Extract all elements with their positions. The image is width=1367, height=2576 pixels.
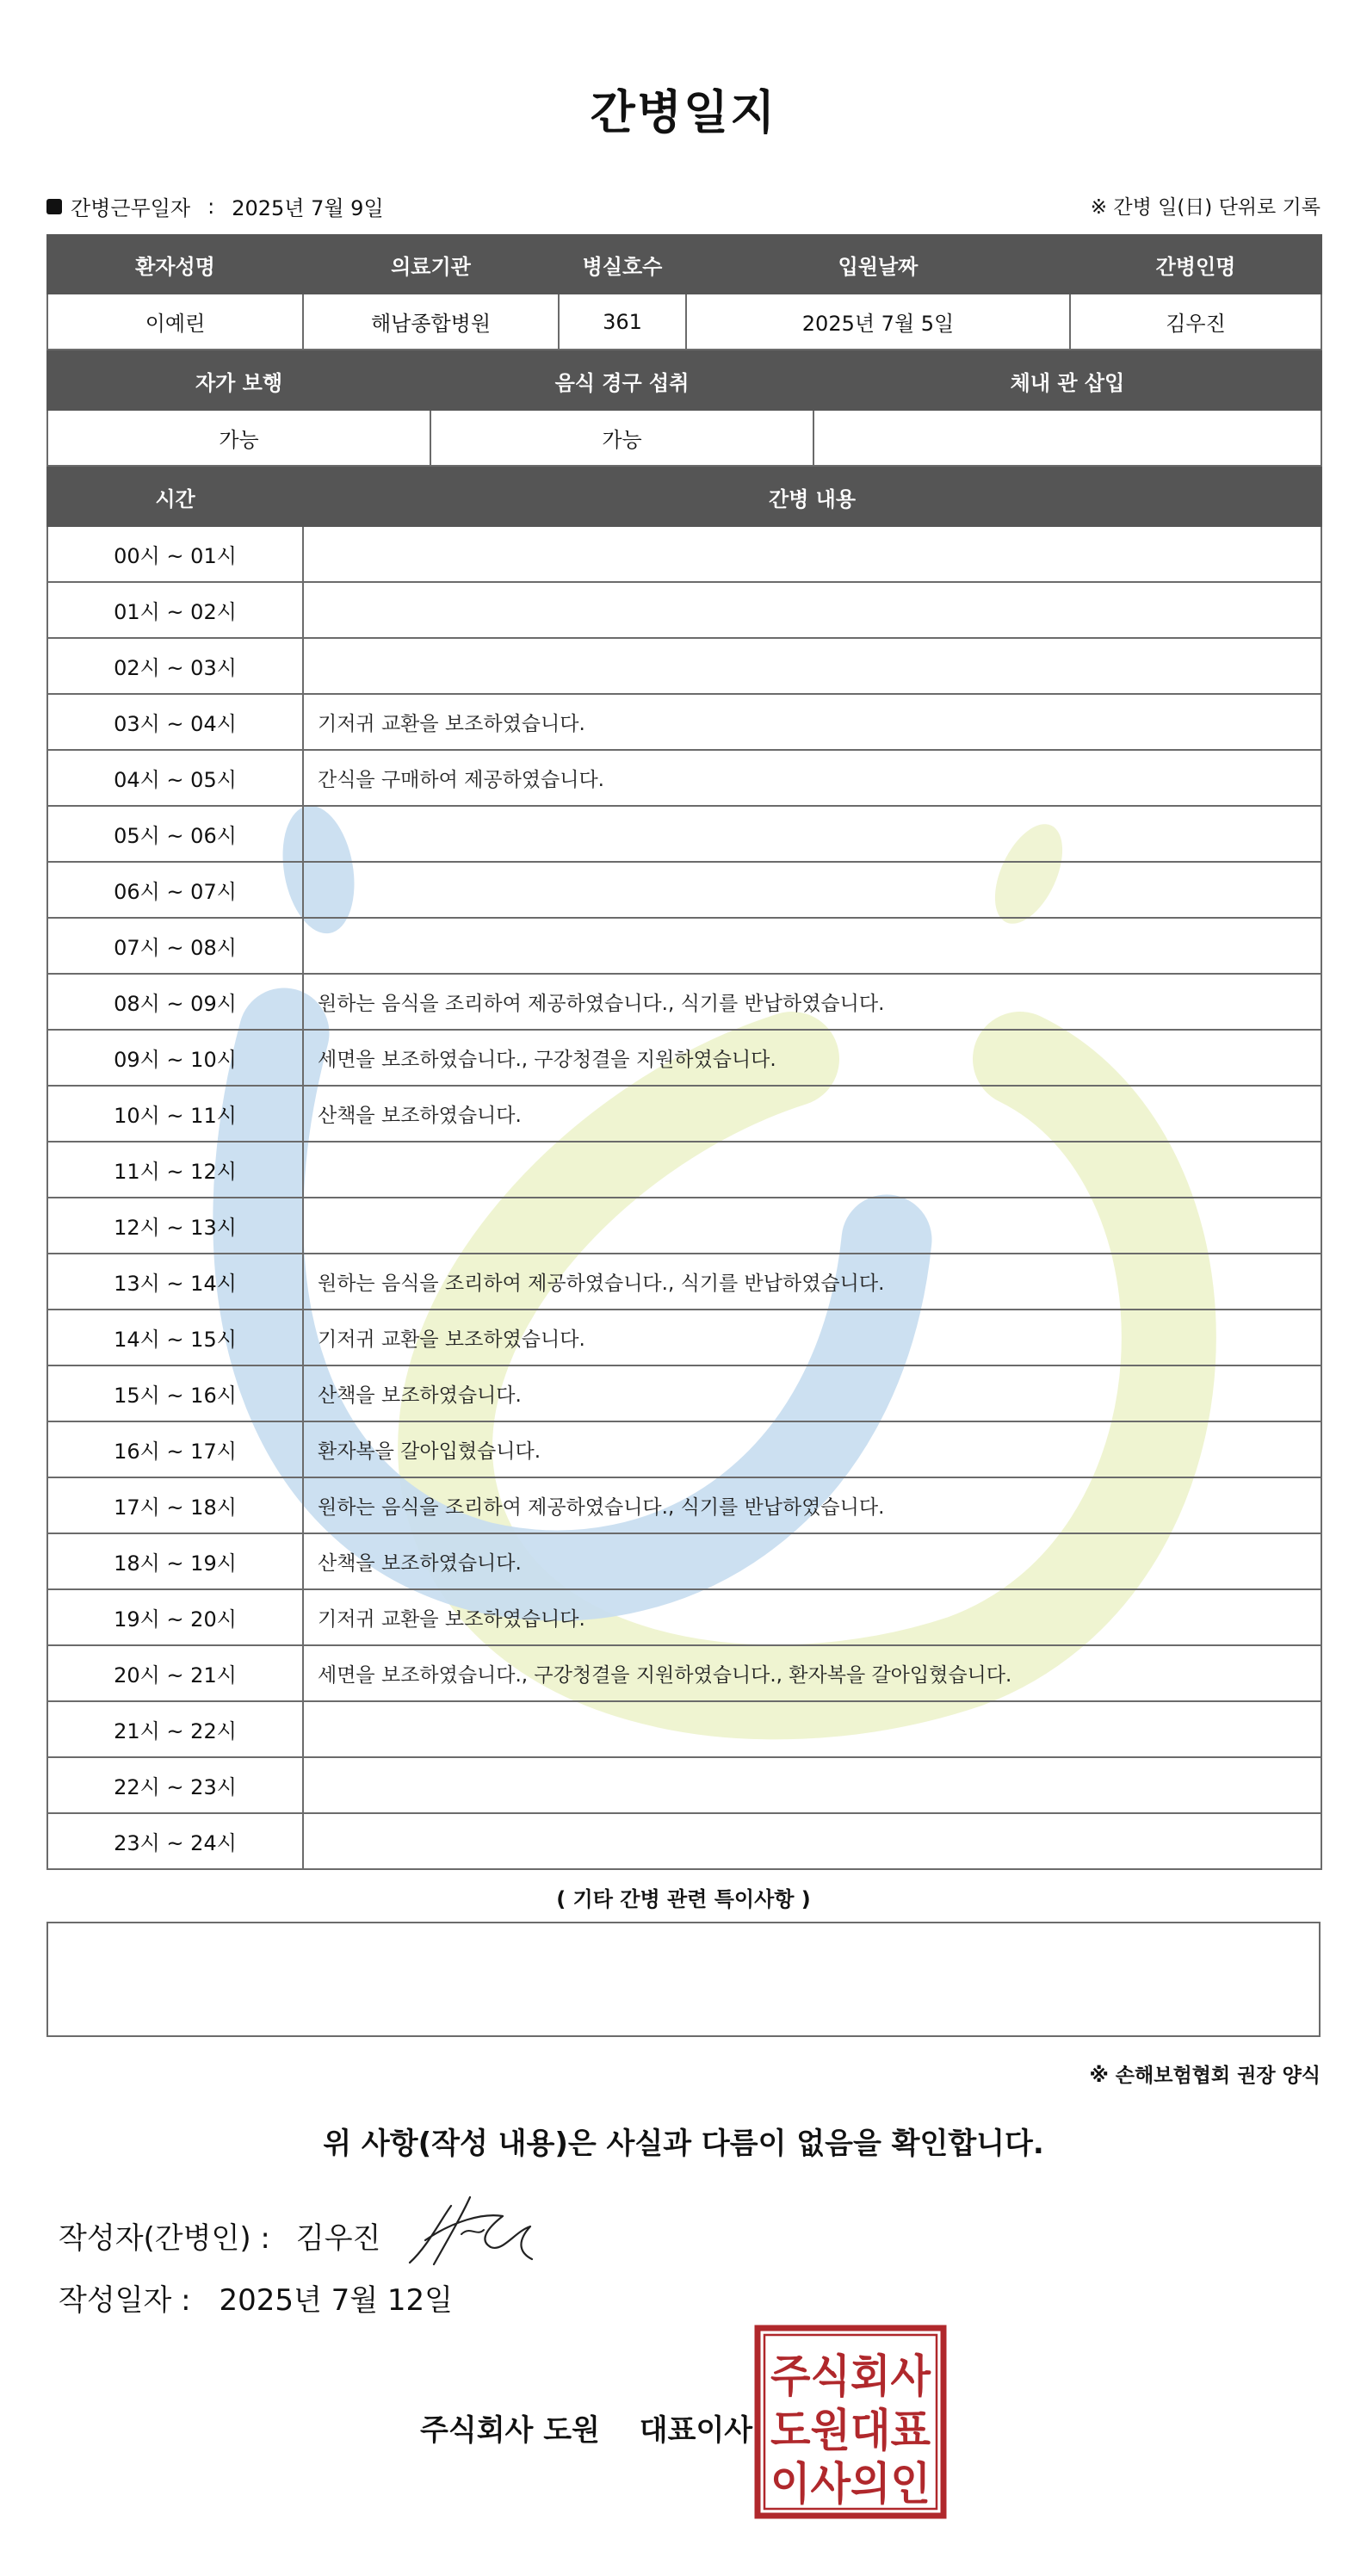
writer-name: 김우진 <box>295 2221 381 2256</box>
seal-text-line-3: 이사의인 <box>770 2459 931 2511</box>
care-log-row <box>47 1198 1321 1254</box>
care-log-time: 19시 ~ 20시 <box>47 1589 303 1645</box>
care-log-time: 06시 ~ 07시 <box>47 862 303 918</box>
care-log-time: 10시 ~ 11시 <box>47 1086 303 1142</box>
care-log-row <box>47 1477 1321 1533</box>
patient-status-value-row <box>47 410 1321 466</box>
care-log-time: 21시 ~ 22시 <box>47 1701 303 1757</box>
care-log-content: 산책을 보조하였습니다. <box>303 1365 1321 1421</box>
patient-status-header-row <box>47 351 1321 410</box>
written-date-label: 작성일자 : <box>59 2283 191 2318</box>
care-log-time: 00시 ~ 01시 <box>47 526 303 582</box>
care-log-content: 원하는 음식을 조리하여 제공하였습니다., 식기를 반납하였습니다. <box>303 974 1321 1030</box>
care-log-content <box>303 638 1321 694</box>
written-date-value: 2025년 7월 12일 <box>219 2283 454 2318</box>
header-tube-insertion: 체내 관 삽입 <box>813 351 1321 410</box>
seal-text-line-2: 도원대표 <box>770 2406 931 2457</box>
recommend-note: ※ 손해보험협회 권장 양식 <box>1089 2065 1321 2087</box>
company-name: 주식회사 도원 <box>420 2413 600 2448</box>
patient-info-value-row <box>47 294 1321 350</box>
notes-box <box>46 1922 1321 2037</box>
header-self-walking: 자가 보행 <box>47 351 430 410</box>
self-walking-value: 가능 <box>47 410 430 466</box>
care-log-content: 산책을 보조하였습니다. <box>303 1086 1321 1142</box>
care-log-row <box>47 1645 1321 1701</box>
care-log-row <box>47 694 1321 750</box>
care-log-content <box>303 806 1321 862</box>
care-log-row <box>47 974 1321 1030</box>
written-date-row <box>59 2276 453 2319</box>
patient-info-header-row <box>47 235 1321 294</box>
patient-info-table <box>46 234 1322 350</box>
header-room-number: 병실호수 <box>559 235 686 294</box>
care-log-row <box>47 1254 1321 1310</box>
care-log-time: 08시 ~ 09시 <box>47 974 303 1030</box>
care-log-content <box>303 1701 1321 1757</box>
care-log-row <box>47 806 1321 862</box>
care-log-row <box>47 1030 1321 1086</box>
care-log-time: 03시 ~ 04시 <box>47 694 303 750</box>
care-log-time: 15시 ~ 16시 <box>47 1365 303 1421</box>
care-log-time: 09시 ~ 10시 <box>47 1030 303 1086</box>
care-log-time: 07시 ~ 08시 <box>47 918 303 974</box>
admission-date-value: 2025년 7월 5일 <box>686 294 1070 350</box>
company-seal-stamp <box>754 2325 947 2519</box>
care-log-row <box>47 638 1321 694</box>
care-log-content <box>303 862 1321 918</box>
care-log-content: 간식을 구매하여 제공하였습니다. <box>303 750 1321 806</box>
care-log-time: 18시 ~ 19시 <box>47 1533 303 1589</box>
care-log-content: 원하는 음식을 조리하여 제공하였습니다., 식기를 반납하였습니다. <box>303 1477 1321 1533</box>
work-date-row <box>46 191 384 221</box>
care-log-content: 세면을 보조하였습니다., 구강청결을 지원하였습니다., 환자복을 갈아입혔습니다. <box>303 1645 1321 1701</box>
confirmation-statement: 위 사항(작성 내용)은 사실과 다름이 없음을 확인합니다. <box>323 2127 1044 2161</box>
care-log-header-row <box>47 468 1321 526</box>
care-log-row <box>47 1813 1321 1869</box>
care-log-row <box>47 750 1321 806</box>
header-caregiver-name: 간병인명 <box>1070 235 1321 294</box>
care-log-time: 16시 ~ 17시 <box>47 1421 303 1477</box>
care-log-content <box>303 1757 1321 1813</box>
care-log-row <box>47 862 1321 918</box>
care-log-row <box>47 1533 1321 1589</box>
care-log-content: 기저귀 교환을 보조하였습니다. <box>303 1589 1321 1645</box>
care-log-content <box>303 918 1321 974</box>
room-number-value: 361 <box>559 294 686 350</box>
care-log-row <box>47 1757 1321 1813</box>
care-log-content <box>303 1813 1321 1869</box>
bullet-square-icon <box>46 199 62 214</box>
care-log-row <box>47 526 1321 582</box>
care-log-row <box>47 1589 1321 1645</box>
care-log-table <box>46 467 1322 1870</box>
work-date-label: 간병근무일자 <box>71 196 191 220</box>
care-log-content <box>303 526 1321 582</box>
writer-label: 작성자(간병인) : <box>59 2221 270 2256</box>
care-log-content: 기저귀 교환을 보조하였습니다. <box>303 1310 1321 1365</box>
care-log-time: 22시 ~ 23시 <box>47 1757 303 1813</box>
oral-intake-value: 가능 <box>430 410 813 466</box>
care-log-row <box>47 918 1321 974</box>
care-log-time: 14시 ~ 15시 <box>47 1310 303 1365</box>
tube-insertion-value <box>813 410 1321 466</box>
seal-text-line-1: 주식회사 <box>770 2351 931 2403</box>
writer-row <box>59 2214 380 2257</box>
patient-status-table <box>46 350 1322 467</box>
handwritten-signature <box>401 2187 547 2273</box>
header-patient-name: 환자성명 <box>47 235 303 294</box>
care-log-body <box>47 526 1321 1869</box>
care-log-time: 04시 ~ 05시 <box>47 750 303 806</box>
header-hospital: 의료기관 <box>303 235 559 294</box>
care-log-time: 05시 ~ 06시 <box>47 806 303 862</box>
care-log-time: 23시 ~ 24시 <box>47 1813 303 1869</box>
patient-name-value: 이예린 <box>47 294 303 350</box>
care-log-row <box>47 1142 1321 1198</box>
care-log-row <box>47 1086 1321 1142</box>
care-log-content: 기저귀 교환을 보조하였습니다. <box>303 694 1321 750</box>
colon-separator: : <box>207 194 215 219</box>
hospital-value: 해남종합병원 <box>303 294 559 350</box>
care-log-row <box>47 582 1321 638</box>
care-log-time: 17시 ~ 18시 <box>47 1477 303 1533</box>
header-time: 시간 <box>47 468 303 526</box>
company-representative-title: 대표이사 <box>639 2413 753 2448</box>
care-log-time: 12시 ~ 13시 <box>47 1198 303 1254</box>
header-care-content: 간병 내용 <box>303 468 1321 526</box>
header-admission-date: 입원날짜 <box>686 235 1070 294</box>
caregiver-name-value: 김우진 <box>1070 294 1321 350</box>
care-log-time: 02시 ~ 03시 <box>47 638 303 694</box>
care-log-time: 11시 ~ 12시 <box>47 1142 303 1198</box>
care-log-content: 환자복을 갈아입혔습니다. <box>303 1421 1321 1477</box>
care-log-time: 01시 ~ 02시 <box>47 582 303 638</box>
care-log-time: 20시 ~ 21시 <box>47 1645 303 1701</box>
care-log-content: 산책을 보조하였습니다. <box>303 1533 1321 1589</box>
work-date-value: 2025년 7월 9일 <box>232 196 384 220</box>
care-log-row <box>47 1310 1321 1365</box>
page-title: 간병일지 <box>590 85 777 139</box>
header-oral-intake: 음식 경구 섭취 <box>430 351 813 410</box>
care-log-row <box>47 1701 1321 1757</box>
care-log-content <box>303 1198 1321 1254</box>
care-log-row <box>47 1421 1321 1477</box>
company-row <box>420 2406 752 2449</box>
care-log-content <box>303 582 1321 638</box>
unit-note: ※ 간병 일(日) 단위로 기록 <box>1090 196 1321 219</box>
care-log-content: 원하는 음식을 조리하여 제공하였습니다., 식기를 반납하였습니다. <box>303 1254 1321 1310</box>
care-log-row <box>47 1365 1321 1421</box>
care-log-content: 세면을 보조하였습니다., 구강청결을 지원하였습니다. <box>303 1030 1321 1086</box>
care-log-content <box>303 1142 1321 1198</box>
notes-title: ( 기타 간병 관련 특이사항 ) <box>556 1887 811 1911</box>
care-log-time: 13시 ~ 14시 <box>47 1254 303 1310</box>
